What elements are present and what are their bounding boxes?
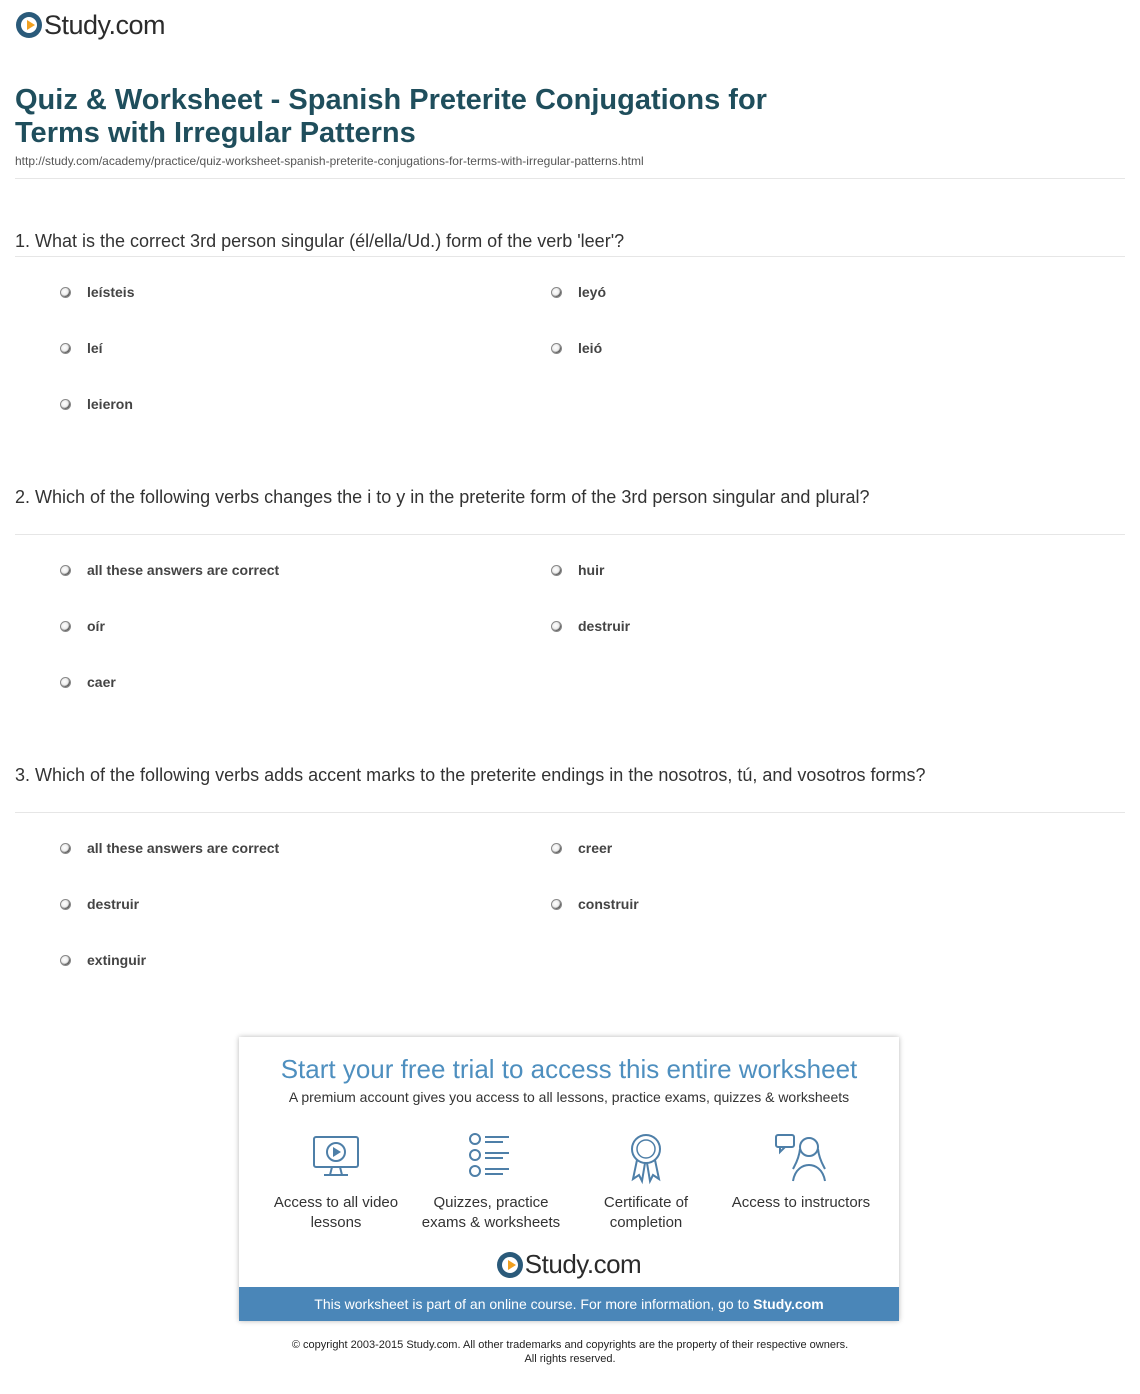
course-info-link[interactable]: Study.com xyxy=(753,1296,824,1312)
option-label: destruir xyxy=(87,896,140,912)
radio-icon[interactable] xyxy=(551,565,562,576)
answer-option[interactable] xyxy=(551,618,630,634)
option-label: huir xyxy=(578,562,605,578)
radio-icon[interactable] xyxy=(60,399,71,410)
answer-option[interactable] xyxy=(551,562,604,578)
option-label: leyó xyxy=(578,284,607,300)
promo-title[interactable]: Start your free trial to access this entire worksheet xyxy=(280,1054,858,1084)
play-logo-icon xyxy=(16,12,42,38)
radio-icon[interactable] xyxy=(60,843,71,854)
radio-icon[interactable] xyxy=(60,343,71,354)
divider xyxy=(15,178,1125,179)
option-label: oír xyxy=(87,618,105,634)
free-trial-promo[interactable] xyxy=(239,1037,899,1321)
course-info-bar[interactable] xyxy=(239,1287,899,1321)
feature-instructors xyxy=(726,1129,876,1213)
option-label: extinguir xyxy=(87,952,147,968)
certificate-ribbon-icon xyxy=(618,1129,674,1185)
divider xyxy=(15,256,1125,257)
option-label: destruir xyxy=(578,618,631,634)
option-label: construir xyxy=(578,896,639,912)
feature-video-lessons xyxy=(261,1129,411,1233)
page-url: http://study.com/academy/practice/quiz-worksheet-spanish-preterite-conjugations-for-terms-with-irregular-patterns.html xyxy=(15,154,644,168)
question-1: 1. What is the correct 3rd person singular (él/ella/Ud.) form of the verb 'leer'? xyxy=(15,231,625,251)
feature-label: Access to all video lessons xyxy=(273,1194,399,1231)
promo-logo-text: Study.com xyxy=(524,1249,642,1279)
answer-option[interactable] xyxy=(60,340,103,356)
option-label: leísteis xyxy=(87,284,135,300)
question-2: 2. Which of the following verbs changes the i to y in the preterite form of the 3rd person singular and plural? xyxy=(15,487,870,507)
radio-icon[interactable] xyxy=(551,843,562,854)
radio-icon[interactable] xyxy=(551,899,562,910)
play-logo-icon xyxy=(497,1252,523,1278)
logo-text: Study.com xyxy=(44,9,166,40)
copyright-line-1: © copyright 2003-2015 Study.com. All other trademarks and copyrights are the property of their respective owners. xyxy=(291,1339,849,1351)
answer-option[interactable] xyxy=(60,284,134,300)
radio-icon[interactable] xyxy=(60,621,71,632)
copyright xyxy=(0,1338,1140,1366)
option-label: leió xyxy=(578,340,603,356)
divider xyxy=(15,812,1125,813)
feature-label: Quizzes, practice exams & worksheets xyxy=(421,1194,561,1231)
feature-label: Access to instructors xyxy=(731,1194,871,1211)
option-label: creer xyxy=(578,840,613,856)
page-title: Quiz & Worksheet - Spanish Preterite Conjugations for Terms with Irregular Patterns xyxy=(15,84,767,149)
option-label: leieron xyxy=(87,396,133,412)
option-label: leí xyxy=(87,340,103,356)
answer-option[interactable] xyxy=(60,562,279,578)
answer-option[interactable] xyxy=(551,840,612,856)
answer-option[interactable] xyxy=(60,674,116,690)
radio-icon[interactable] xyxy=(60,287,71,298)
answer-option[interactable] xyxy=(551,340,602,356)
answer-option[interactable] xyxy=(551,896,639,912)
feature-certificate xyxy=(571,1129,721,1233)
answer-option[interactable] xyxy=(60,952,146,968)
option-label: caer xyxy=(87,674,116,690)
option-label: all these answers are correct xyxy=(87,840,280,856)
divider xyxy=(15,534,1125,535)
radio-icon[interactable] xyxy=(60,955,71,966)
answer-option[interactable] xyxy=(60,396,133,412)
radio-icon[interactable] xyxy=(551,621,562,632)
radio-icon[interactable] xyxy=(60,677,71,688)
radio-icon[interactable] xyxy=(551,287,562,298)
course-info-text: This worksheet is part of an online course. For more information, go to xyxy=(314,1296,754,1312)
answer-option[interactable] xyxy=(60,896,139,912)
option-label: all these answers are correct xyxy=(87,562,280,578)
answer-option[interactable] xyxy=(551,284,606,300)
radio-icon[interactable] xyxy=(551,343,562,354)
question-3: 3. Which of the following verbs adds accent marks to the preterite endings in the nosotros, tú, and vosotros forms? xyxy=(15,765,926,785)
answer-option[interactable] xyxy=(60,618,105,634)
quiz-list-icon xyxy=(463,1129,519,1185)
feature-label: Certificate of completion xyxy=(603,1194,689,1231)
answer-option[interactable] xyxy=(60,840,279,856)
promo-logo[interactable] xyxy=(239,1249,899,1280)
feature-quizzes xyxy=(416,1129,566,1233)
instructor-icon xyxy=(773,1129,829,1185)
radio-icon[interactable] xyxy=(60,899,71,910)
radio-icon[interactable] xyxy=(60,565,71,576)
copyright-line-2: All rights reserved. xyxy=(524,1353,616,1365)
studycom-logo[interactable] xyxy=(16,8,165,42)
promo-subtitle: A premium account gives you access to all lessons, practice exams, quizzes & worksheets xyxy=(288,1089,850,1105)
video-lesson-icon xyxy=(308,1129,364,1185)
